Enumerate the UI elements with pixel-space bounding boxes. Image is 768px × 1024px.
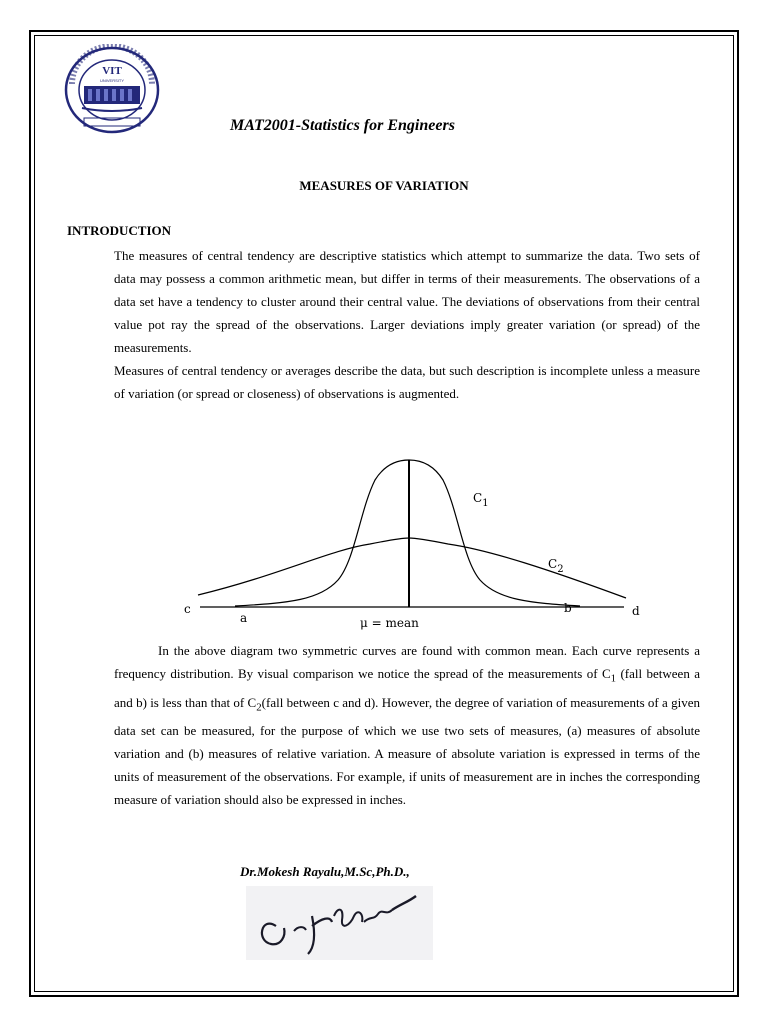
- explanation-part-2: (fall between a and b) is less than that of C: [114, 666, 700, 710]
- label-a: a: [240, 611, 248, 625]
- svg-text:UNIVERSITY: UNIVERSITY: [99, 78, 125, 83]
- document-title: MEASURES OF VARIATION: [299, 178, 469, 193]
- curve-c1: [235, 460, 580, 606]
- label-d: d: [632, 604, 640, 618]
- intro-text: [114, 244, 700, 405]
- distribution-diagram: [170, 440, 670, 640]
- section-heading: INTRODUCTION: [67, 223, 172, 238]
- explanation-part-1: In the above diagram two symmetric curves are found with common mean. Each curve represents a frequency distribution. By visual comparison we notice the spread of the measurements of C: [114, 643, 700, 681]
- author-name: Dr.Mokesh Rayalu,M.Sc,Ph.D.,: [240, 864, 410, 879]
- vit-university-seal-icon: [62, 44, 162, 136]
- svg-text:VIT: VIT: [102, 65, 122, 77]
- label-c1: $C_1$: [473, 491, 489, 509]
- explanation-part-3: (fall between c and d). However, the degree of variation of measurements of a given data set can be measured, for the purpose of which we use two sets of measures, (a) measures of absolute variation and (b) measures of relative variation. A measure of absolute variation is expressed in terms of the units of measurement of the observations. For example, if units of measurement are in inches the corresponding measure of variation should also be expressed in inches.: [114, 694, 700, 808]
- label-c2: $C_2$: [548, 557, 564, 575]
- course-title: MAT2001-Statistics for Engineers: [230, 117, 455, 134]
- label-b: b: [564, 601, 572, 615]
- explanation-paragraph: [114, 639, 700, 811]
- intro-paragraph: The measures of central tendency are descriptive statistics which attempt to summarize the data. Two sets of data may possess a common arithmetic mean, but differ in terms of their measurements. The observations of a data set have a tendency to cluster around their central value. The deviations of observations from their central value pot ray the spread of the observations. Larger deviations imply greater variation (or spread) of the measurements.: [114, 248, 700, 355]
- label-c: c: [184, 602, 191, 616]
- handwritten-signature-icon: [246, 886, 433, 960]
- explanation-subscript-1: 1: [610, 672, 617, 685]
- intro-paragraph: Measures of central tendency or averages describe the data, but such description is incomplete unless a measure of variation (or spread or closeness) of observations is augmented.: [114, 363, 700, 401]
- explanation-subscript-2: 2: [256, 701, 262, 714]
- label-mean: μ = mean: [360, 616, 419, 630]
